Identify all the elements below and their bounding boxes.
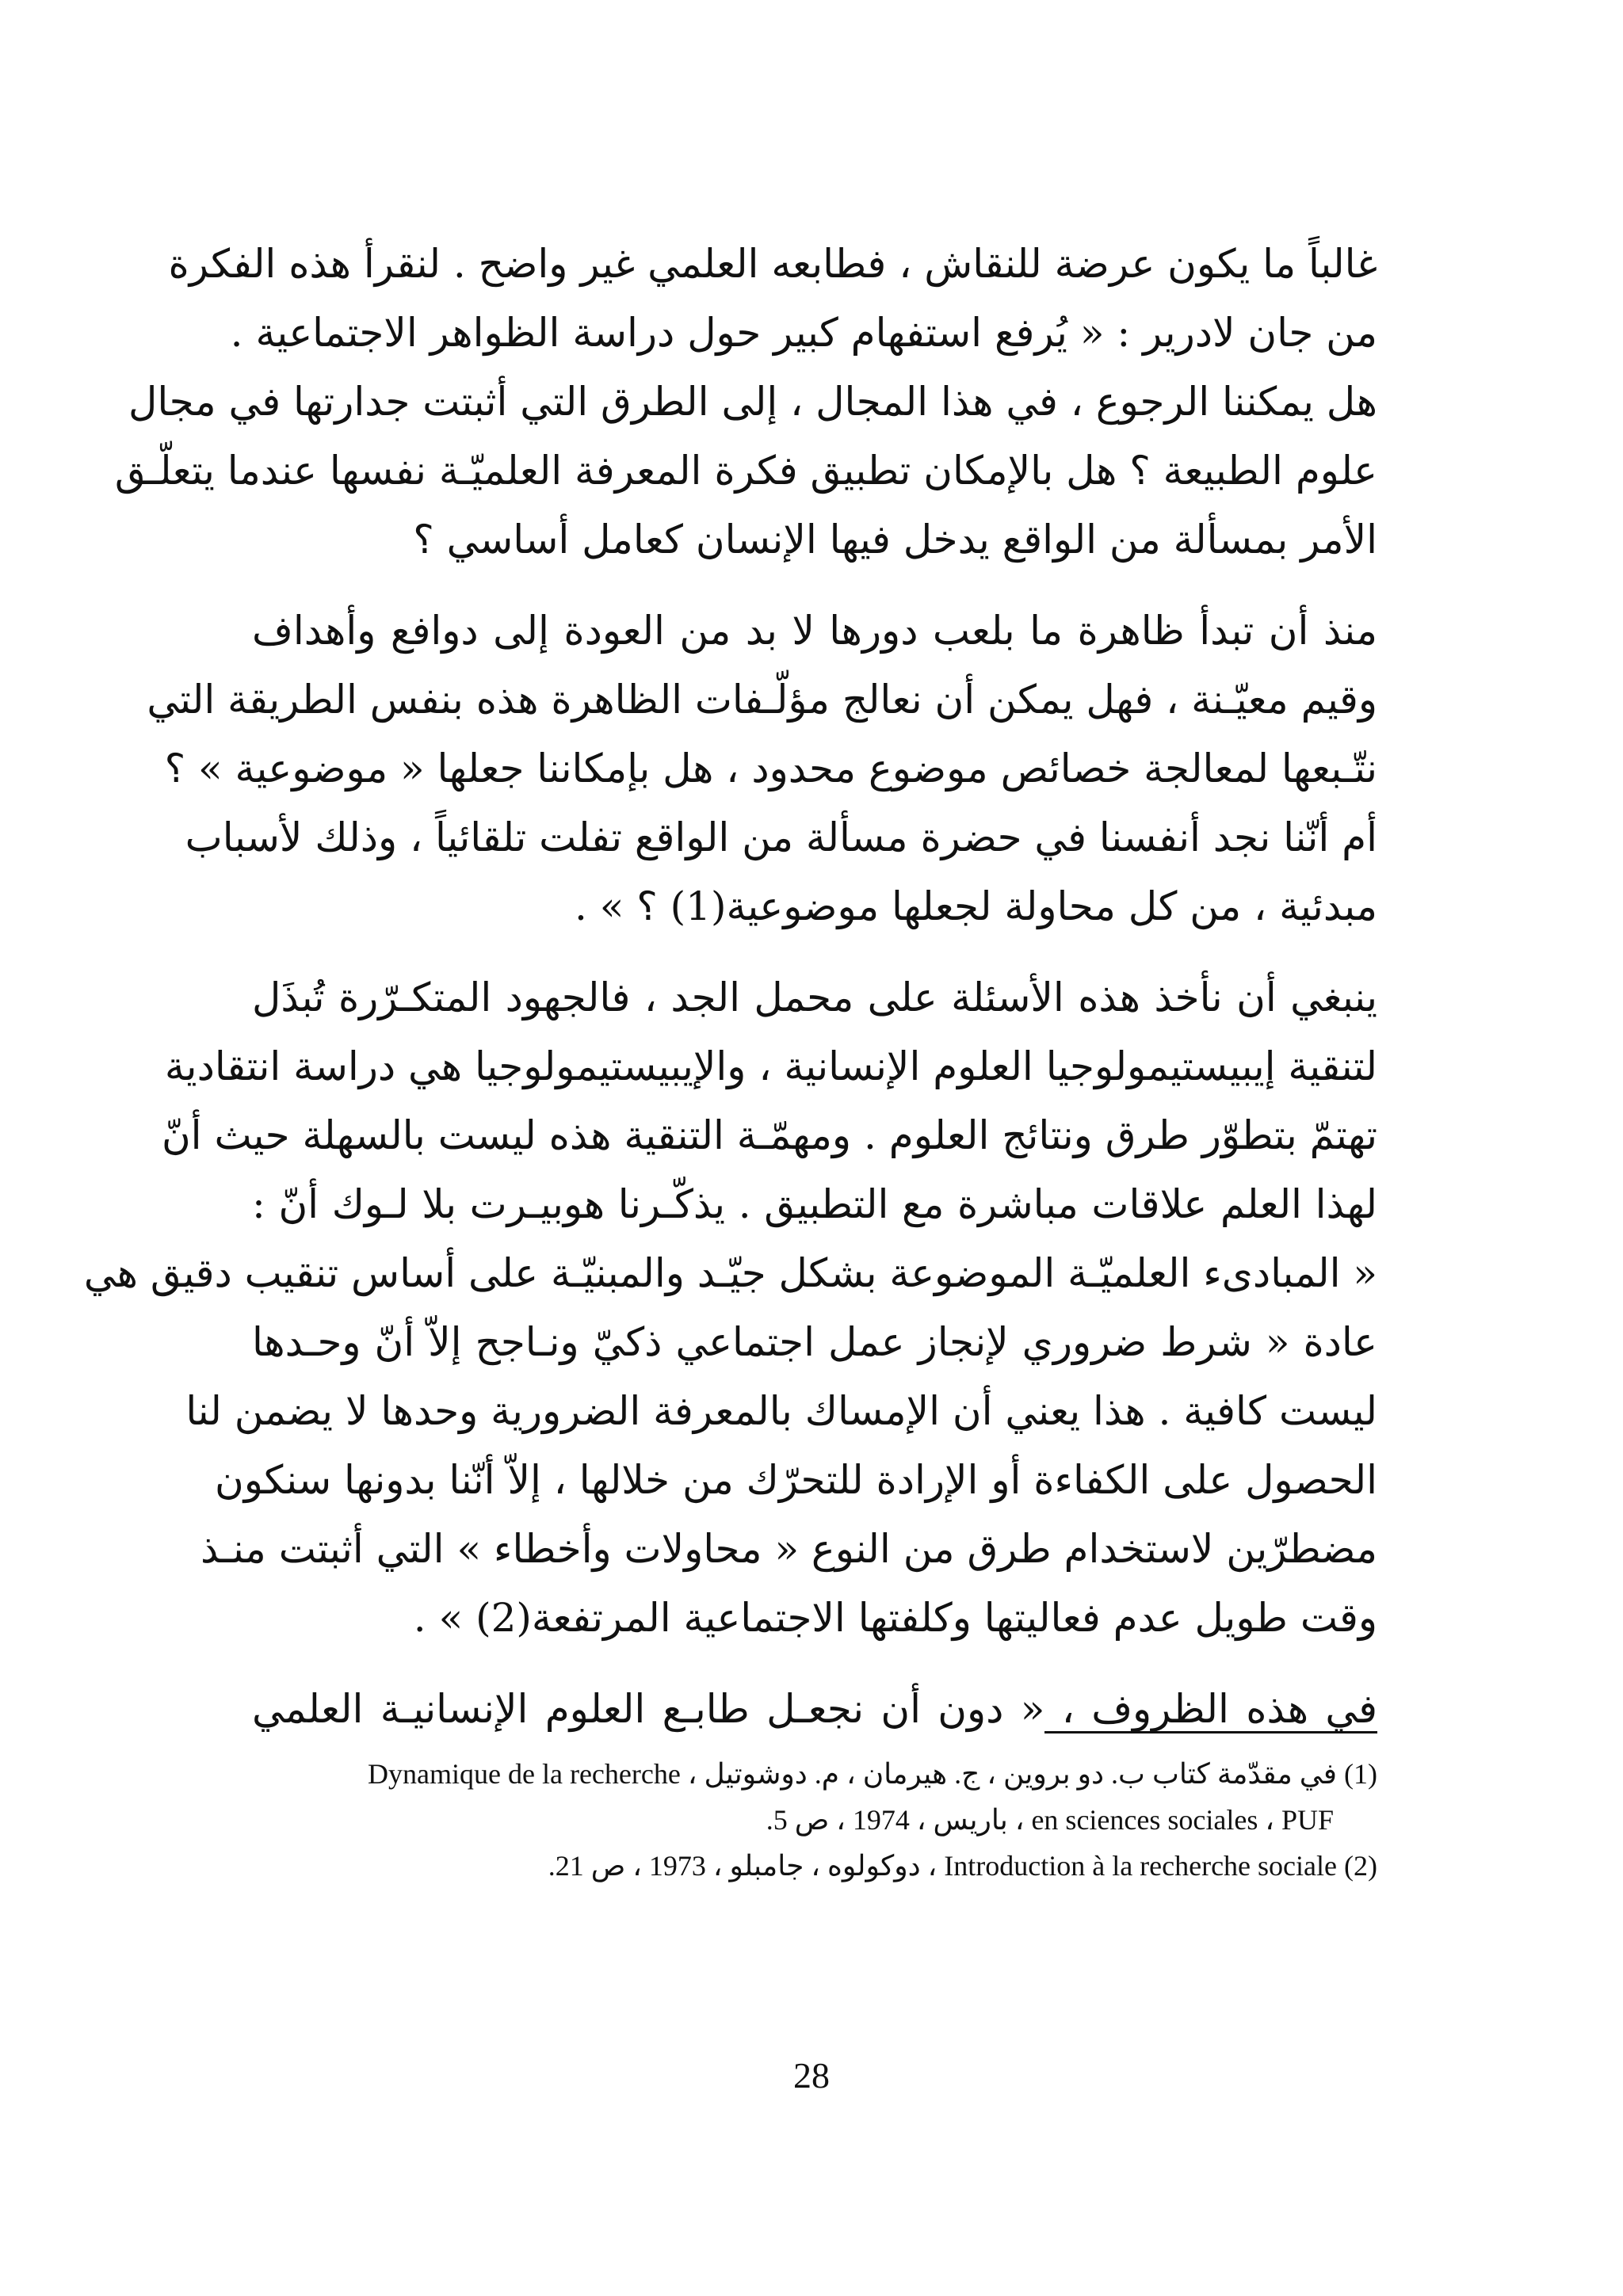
paragraph-3: [83, 963, 1377, 1653]
text-line: ينبغي أن نأخذ هذه الأسئلة على محمل الجد ، فالجهود المتكـرّرة تُبذَل: [252, 974, 1377, 1020]
text-line: مبدئية ، من كل محاولة لجعلها موضوعية(1) ؟ » .: [574, 883, 1377, 929]
page-number: 28: [793, 2055, 830, 2096]
text-line: هل يمكننا الرجوع ، في هذا المجال ، إلى الطرق التي أثبتت جدارتها في مجال: [128, 379, 1377, 425]
text-line: منذ أن تبدأ ظاهرة ما بلعب دورها لا بد من العودة إلى دوافع وأهداف: [252, 608, 1377, 654]
body-text: [83, 230, 1377, 1766]
text-line: لهذا العلم علاقات مباشرة مع التطبيق . يذكّـرنا هوبيـرت بلا لـوك أنّ :: [252, 1181, 1377, 1227]
footnote-1-continuation: en sciences sociales ، PUF ، باريس ، 1974 ، ص 5.: [766, 1804, 1334, 1836]
text-line: تهتمّ بتطوّر طرق ونتائج العلوم . ومهمّـة التنقية هذه ليست بالسهلة حيث أنّ: [161, 1112, 1377, 1158]
text-line: الأمر بمسألة من الواقع يدخل فيها الإنسان كعامل أساسي ؟: [413, 517, 1377, 563]
footnote-divider: [1044, 1731, 1377, 1733]
text-line: نتّـبعها لمعالجة خصائص موضوع محدود ، هل بإمكاننا جعلها « موضوعية » ؟: [164, 746, 1377, 791]
footnote-2: (2) Introduction à la recherche sociale ، دوكولوه ، جامبلو ، 1973 ، ص 21.: [548, 1850, 1377, 1882]
text-line: علوم الطبيعة ؟ هل بالإمكان تطبيق فكرة المعرفة العلميّـة نفسها عندما يتعلّـق: [114, 448, 1377, 494]
text-line: غالباً ما يكون عرضة للنقاش ، فطابعه العلمي غير واضح . لنقرأ هذه الفكرة: [168, 241, 1377, 287]
text-line: في هذه الظروف ، « دون أن نجعـل طابـع العلوم الإنسانيـة العلمي: [252, 1686, 1377, 1732]
text-line: أم أنّنا نجد أنفسنا في حضرة مسألة من الواقع تفلت تلقائياً ، وذلك لأسباب: [185, 814, 1377, 860]
text-line: عادة « شرط ضروري لإنجاز عمل اجتماعي ذكيّ ونـاجح إلاّ أنّ وحـدها: [252, 1319, 1377, 1365]
text-line: ليست كافية . هذا يعني أن الإمساك بالمعرفة الضرورية وحدها لا يضمن لنا: [185, 1388, 1377, 1434]
text-line: وقيم معيّـنة ، فهل يمكن أن نعالج مؤلّـفات الظاهرة هذه بنفس الطريقة التي: [147, 677, 1377, 723]
text-line: الحصول على الكفاءة أو الإرادة للتحرّك من خلالها ، إلاّ أنّنا بدونها سنكون: [215, 1457, 1377, 1503]
text-line: وقت طويل عدم فعاليتها وكلفتها الاجتماعية المرتفعة(2) » .: [413, 1595, 1377, 1641]
paragraph-1: [114, 230, 1377, 574]
text-line: « المبادىء العلميّـة الموضوعة بشكل جيّـد والمبنيّـة على أساس تنقيب دقيق هي: [83, 1250, 1377, 1296]
text-line: لتنقية إيبيستيمولوجيا العلوم الإنسانية ، والإيبيستيمولوجيا هي دراسة انتقادية: [164, 1043, 1377, 1089]
footnote-1: (1) في مقدّمة كتاب ب. دو بروين ، ج. هيرمان ، م. دوشوتيل ، Dynamique de la recherche: [368, 1758, 1377, 1790]
text-line: مضطرّين لاستخدام طرق من النوع « محاولات وأخطاء » التي أثبتت منـذ: [200, 1526, 1377, 1572]
paragraph-2: [147, 597, 1377, 941]
text-line: من جان لادرير : « يُرفع استفهام كبير حول دراسة الظواهر الاجتماعية .: [230, 310, 1377, 356]
footnotes: [252, 1751, 1377, 1889]
